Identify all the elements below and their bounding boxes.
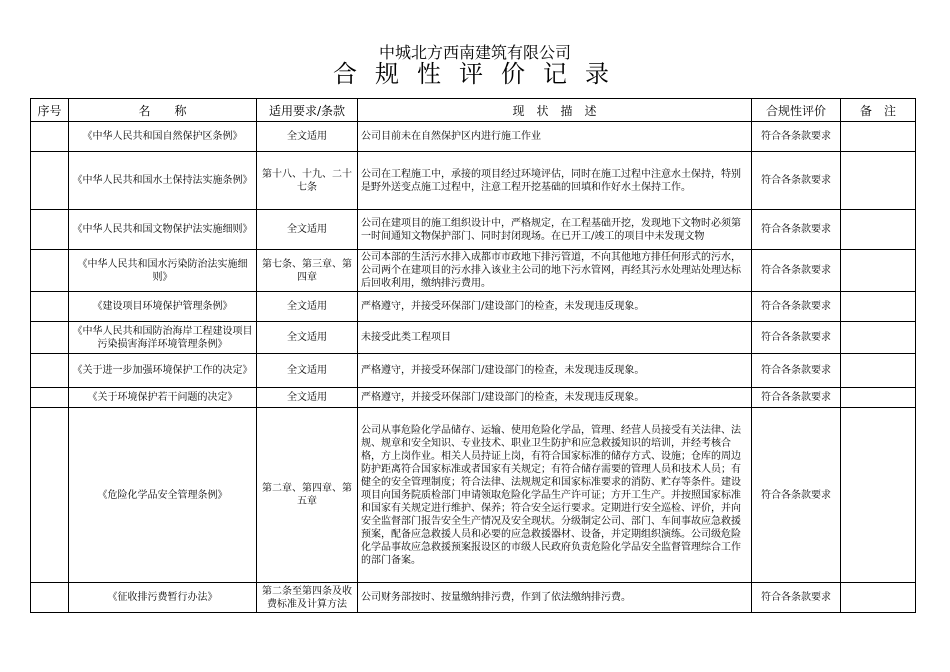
applicable-clause: 全文适用 — [257, 354, 358, 388]
applicable-clause: 全文适用 — [257, 322, 358, 354]
applicable-clause: 全文适用 — [257, 388, 358, 408]
table-row — [31, 152, 916, 210]
status-description: 严格遵守，并接受环保部门/建设部门的检查，未发现违反现象。 — [358, 292, 752, 322]
row-no — [31, 322, 69, 354]
col-header-clause: 适用要求/条款 — [257, 99, 358, 122]
row-no — [31, 292, 69, 322]
table-row — [31, 583, 916, 613]
col-header-status: 现 状 描 述 — [358, 99, 752, 122]
status-description: 公司财务部按时、按量缴纳排污费，作到了依法缴纳排污费。 — [358, 583, 752, 613]
regulation-name: 《征收排污费暂行办法》 — [69, 583, 257, 613]
applicable-clause: 全文适用 — [257, 122, 358, 152]
col-header-note: 备 注 — [841, 99, 916, 122]
row-note — [841, 122, 916, 152]
status-description: 公司在工程施工中，承接的项目经过环境评估，同时在施工过程中注意水土保持，特别是野外送变点施工过程中，注意工程开挖基础的回填和作好水土保持工作。 — [358, 152, 752, 210]
applicable-clause: 第十八、十九、二十七条 — [257, 152, 358, 210]
row-no — [31, 152, 69, 210]
row-note — [841, 210, 916, 250]
row-no — [31, 210, 69, 250]
row-note — [841, 322, 916, 354]
company-name: 中城北方西南建筑有限公司 — [378, 43, 571, 62]
regulation-name: 《中华人民共和国自然保护区条例》 — [69, 122, 257, 152]
table-row — [31, 354, 916, 388]
compliance-evaluation: 符合各条款要求 — [752, 322, 841, 354]
compliance-evaluation: 符合各条款要求 — [752, 210, 841, 250]
table-row — [31, 250, 916, 292]
regulation-name: 《中华人民共和国水污染防治法实施细则》 — [69, 250, 257, 292]
compliance-evaluation: 符合各条款要求 — [752, 122, 841, 152]
regulation-name: 《中华人民共和国水土保持法实施条例》 — [69, 152, 257, 210]
status-description: 公司本部的生活污水排入成都市市政地下排污管道，不向其他地方排任何形式的污水，公司两个在建项目的污水排入该业主公司的地下污水管网，再经其污水处理站处理达标后回收利用，缴纳排污费用。 — [358, 250, 752, 292]
regulation-name: 《危险化学品安全管理条例》 — [69, 408, 257, 583]
table-row — [31, 122, 916, 152]
col-header-no: 序号 — [31, 99, 69, 122]
row-no — [31, 354, 69, 388]
table-row — [31, 322, 916, 354]
compliance-evaluation: 符合各条款要求 — [752, 388, 841, 408]
row-no — [31, 388, 69, 408]
col-header-evaluation: 合规性评价 — [752, 99, 841, 122]
compliance-evaluation: 符合各条款要求 — [752, 292, 841, 322]
row-note — [841, 354, 916, 388]
compliance-evaluation: 符合各条款要求 — [752, 354, 841, 388]
regulation-name: 《中华人民共和国防治海岸工程建设项目污染损害海洋环境管理条例》 — [69, 322, 257, 354]
regulation-name: 《建设项目环境保护管理条例》 — [69, 292, 257, 322]
compliance-evaluation: 符合各条款要求 — [752, 583, 841, 613]
table-row — [31, 408, 916, 583]
table-header-row — [31, 99, 916, 122]
col-header-name: 名 称 — [69, 99, 257, 122]
row-note — [841, 408, 916, 583]
table-row — [31, 388, 916, 408]
row-note — [841, 583, 916, 613]
status-description: 公司目前未在自然保护区内进行施工作业 — [358, 122, 752, 152]
status-description: 严格遵守，并接受环保部门/建设部门的检查，未发现违反现象。 — [358, 354, 752, 388]
row-note — [841, 152, 916, 210]
compliance-evaluation: 符合各条款要求 — [752, 250, 841, 292]
table-row — [31, 210, 916, 250]
status-description: 公司从事危险化学品储存、运输、使用危险化学品，管理、经营人员接受有关法律、法规、规章和安全知识、专业技术、职业卫生防护和应急救援知识的培训，并经考核合格，方上岗作业。相关人员持证上岗，有符合国家标准的储存方式、设施；仓库的周边防护距离符合国家标准或者国家有关规定；有符合储存需要的管理人员和技术人员；有健全的安全管理制度；符合法律、法规规定和国家标准要求的消防、贮存等条件。建设项目向国务院质检部门申请领取危险化学品生产许可证；方开工生产。并按照国家标准和国家有关规定进行维护、保养；符合安全运行要求。定期进行安全巡检、评价，并向安全监督部门报告安全生产情况及安全现状。分级制定公司、部门、车间事故应急救援预案，配备应急救援人员和必要的应急救援器材、设备，并定期组织演练。公司级危险化学品事故应急救援预案报设区的市级人民政府负责危险化学品安全监督管理综合工作的部门备案。 — [358, 408, 752, 583]
table-row — [31, 292, 916, 322]
row-note — [841, 250, 916, 292]
compliance-table — [30, 98, 916, 613]
applicable-clause: 全文适用 — [257, 292, 358, 322]
row-note — [841, 292, 916, 322]
status-description: 未接受此类工程项目 — [358, 322, 752, 354]
row-no — [31, 122, 69, 152]
row-no — [31, 583, 69, 613]
applicable-clause: 全文适用 — [257, 210, 358, 250]
regulation-name: 《关于进一步加强环境保护工作的决定》 — [69, 354, 257, 388]
compliance-evaluation: 符合各条款要求 — [752, 152, 841, 210]
row-no — [31, 250, 69, 292]
document-title: 合规性评价记录 — [333, 60, 627, 88]
row-note — [841, 388, 916, 408]
applicable-clause: 第二章、第四章、第五章 — [257, 408, 358, 583]
applicable-clause: 第七条、第三章、第四章 — [257, 250, 358, 292]
regulation-name: 《中华人民共和国文物保护法实施细则》 — [69, 210, 257, 250]
compliance-evaluation: 符合各条款要求 — [752, 408, 841, 583]
row-no — [31, 408, 69, 583]
applicable-clause: 第二条至第四条及收费标准及计算方法 — [257, 583, 358, 613]
status-description: 严格遵守，并接受环保部门/建设部门的检查，未发现违反现象。 — [358, 388, 752, 408]
status-description: 公司在建项目的施工组织设计中，严格规定，在工程基础开挖，发现地下文物时必须第一时间通知文物保护部门、同时封闭现场。在已开工/竣工的项目中未发现文物 — [358, 210, 752, 250]
regulation-name: 《关于环境保护若干问题的决定》 — [69, 388, 257, 408]
